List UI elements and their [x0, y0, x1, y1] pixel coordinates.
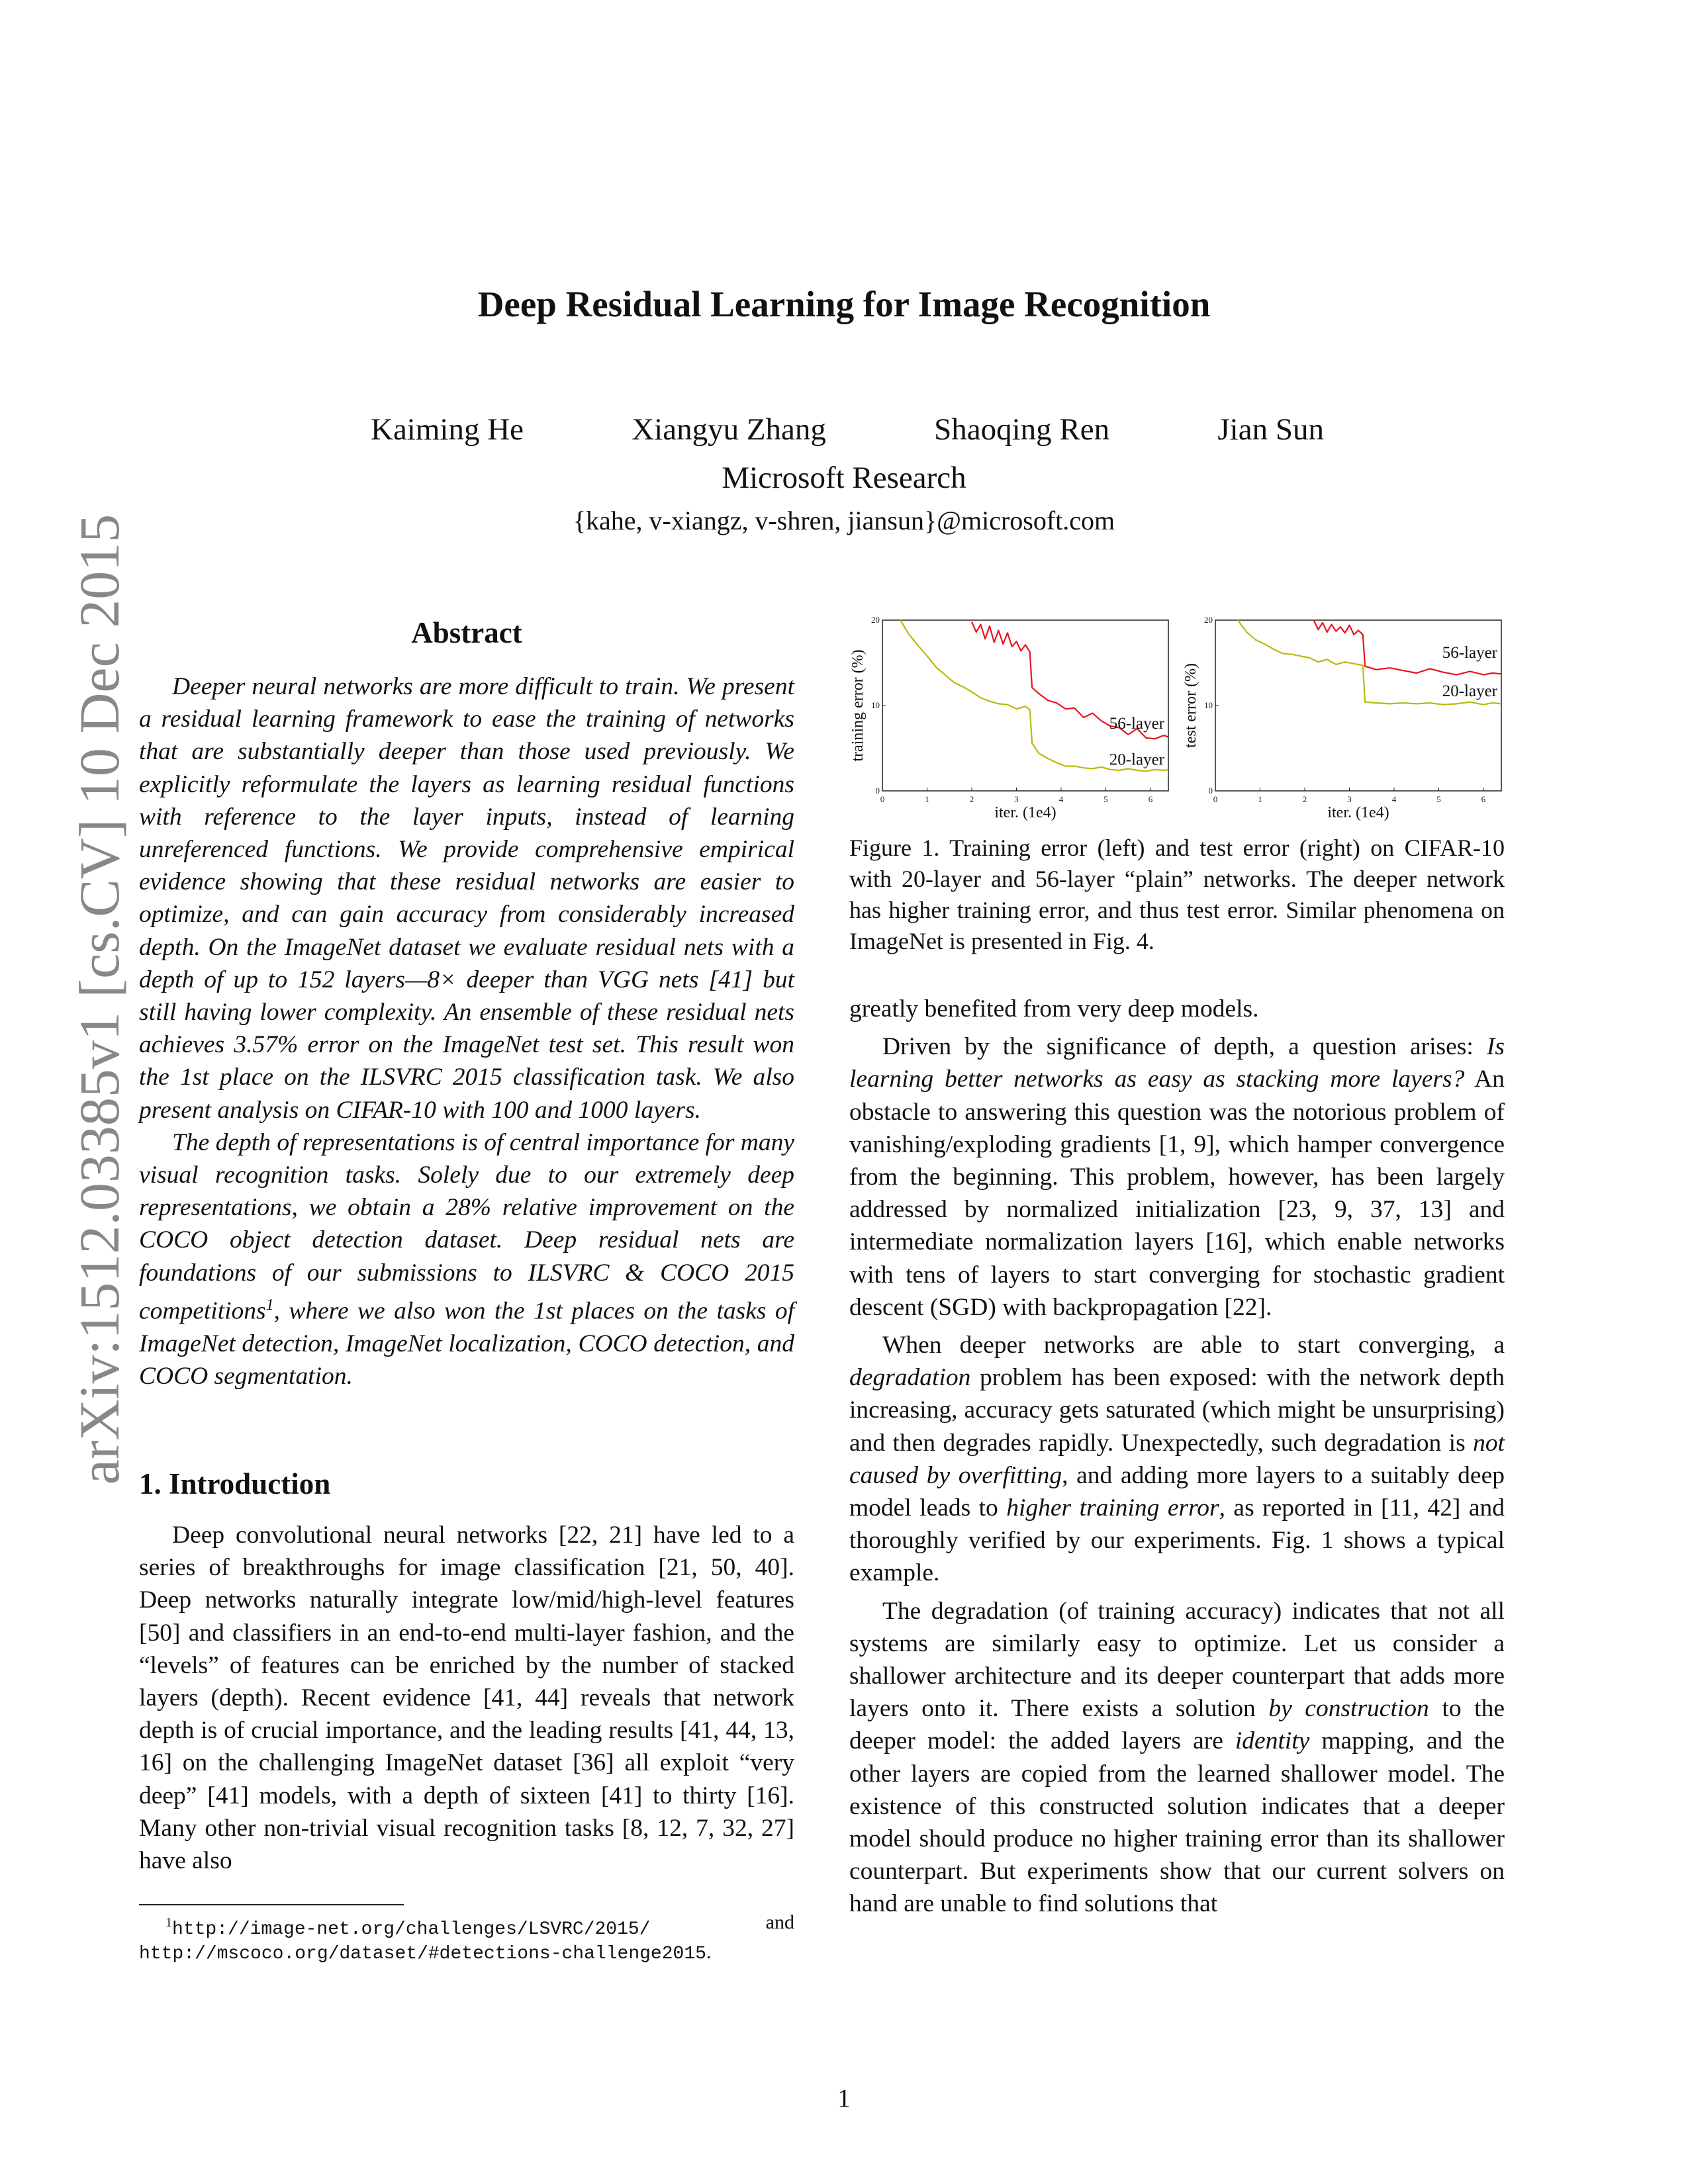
author-list [371, 412, 1324, 447]
text-span: Driven by the significance of depth, a question arises: [882, 1033, 1487, 1061]
author-name: Shaoqing Ren [934, 412, 1110, 447]
footnote-link-imagenet[interactable]: http://image-net.org/challenges/LSVRC/2015/ [172, 1919, 651, 1940]
footnote-link-coco[interactable]: http://mscoco.org/dataset/#detections-challenge2015 [139, 1944, 706, 1964]
right-paragraph-1 [849, 1030, 1505, 1324]
y-tick-label: 0 [1208, 786, 1213, 796]
abstract-paragraph-1: Deeper neural networks are more difficult to train. We present a residual learning framework to ease the training of networks that are substantially deeper than those used previously. We explicitly reformulate the layers as learning residual functions with reference to the layer inputs, instead of learning unreferenced functions. We provide comprehensive empirical evidence showing that these residual networks are easier to optimize, and can gain accuracy from considerably increased depth. On the ImageNet dataset we evaluate residual nets with a depth of up to 152 layers—8× deeper than VGG nets [41] but still having lower complexity. An ensemble of these residual nets achieves 3.57% error on the ImageNet test set. This result won the 1st place on the ILSVRC 2015 classification task. We also present analysis on CIFAR-10 with 100 and 1000 layers. [139, 673, 794, 1124]
text-span: When deeper networks are able to start converging, a [882, 1332, 1505, 1359]
text-span: to the deeper model: the added layers are [849, 1695, 1505, 1755]
y-tick-label: 20 [1204, 615, 1213, 625]
author-emails: {kahe, v-xiangz, v-shren, jiansun}@microsoft.com [573, 506, 1115, 535]
emphasis-span: higher training error [1006, 1494, 1219, 1522]
text-span: , and adding more layers to a suitably deep model leads to [849, 1461, 1505, 1522]
footnote-rule [139, 1904, 404, 1905]
abstract-p2-text: The depth of representations is of central importance for many visual recognition tasks. Solely due to our extremely deep representations, we obtain a 28% relative improvement on the COCO object detection dataset. Deep residual nets are foundations of our submissions to ILSVRC & COCO 2015 competitions [139, 1128, 794, 1325]
y-tick-label: 0 [875, 786, 880, 796]
y-tick-label: 20 [871, 615, 880, 625]
footnote-mark: 1 [165, 1915, 172, 1930]
introduction-body [139, 1519, 794, 1877]
x-tick-label: 5 [1436, 794, 1441, 804]
section-heading-introduction: 1. Introduction [139, 1467, 331, 1500]
x-tick-label: 6 [1481, 794, 1486, 804]
emphasis-span: not caused by overfitting [849, 1429, 1505, 1489]
series-line-20-layer [900, 620, 1168, 771]
x-axis-label: iter. (1e4) [994, 804, 1056, 821]
x-axis-label: iter. (1e4) [1327, 804, 1389, 821]
abstract-paragraph-2 [139, 1126, 794, 1392]
author-name: Kaiming He [371, 412, 524, 447]
x-tick-label: 1 [1258, 794, 1262, 804]
series-label: 20-layer [1109, 751, 1164, 769]
emphasis-span: Is learning better networks as easy as stacking more layers? [849, 1033, 1505, 1093]
author-name: Xiangyu Zhang [632, 412, 826, 447]
right-paragraph-0: greatly benefited from very deep models. [849, 995, 1259, 1023]
x-tick-label: 0 [1213, 794, 1218, 804]
abstract-heading: Abstract [411, 616, 522, 649]
footnote [139, 1911, 794, 1966]
text-span: mapping, and the other layers are copied from the learned shallower model. The existence of this constructed solution indicates that a deeper model should produce no higher training error than its shallower counterpart. But experiments show that our current solvers on hand are unable to find solutions that [849, 1727, 1505, 1918]
x-tick-label: 2 [1302, 794, 1307, 804]
series-label: 56-layer [1109, 715, 1164, 733]
y-axis-label: training error (%) [849, 649, 867, 762]
footnote-end: . [706, 1941, 712, 1963]
affiliation: Microsoft Research [722, 461, 966, 495]
figure-1-caption: Figure 1. Training error (left) and test error (right) on CIFAR-10 with 20-layer and 56-layer “plain” networks. The deeper network has higher training error, and thus test error. Similar phenomena on ImageNet is presented in Fig. 4. [849, 835, 1505, 954]
x-tick-label: 5 [1103, 794, 1108, 804]
abstract-p2-text-cont: , where we also won the 1st places on the tasks of ImageNet detection, ImageNet localization, COCO detection, and COCO segmentation. [139, 1297, 794, 1390]
text-span: An obstacle to answering this question was the notorious problem of vanishing/exploding gradients [1, 9], which hamper convergence from the beginning. This problem, however, has been largely addressed by normalized initialization [23, 9, 37, 13] and intermediate normalization layers [16], which enable networks with tens of layers to start converging for stochastic gradient descent (SGD) with backpropagation [22]. [849, 1066, 1505, 1321]
right-column-body [849, 993, 1505, 1926]
emphasis-span: identity [1235, 1727, 1310, 1755]
x-tick-label: 3 [1014, 794, 1019, 804]
intro-paragraph-1: Deep convolutional neural networks [22, 21] have led to a series of breakthroughs for image classification [21, 50, 40]. Deep networks naturally integrate low/mid/high-level features [50] and classifiers in an end-to-end multi-layer fashion, and the “levels” of features can be enriched by the number of stacked layers (depth). Recent evidence [41, 44] reveals that network depth is of crucial importance, and the leading results [41, 44, 13, 16] on the challenging ImageNet dataset [36] all exploit “very deep” [41] models, with a depth of sixteen [41] to thirty [16]. Many other non-trivial visual recognition tasks [8, 12, 7, 32, 27] have also [139, 1522, 794, 1875]
series-label: 56-layer [1442, 644, 1497, 662]
author-name: Jian Sun [1217, 412, 1324, 447]
series-label: 20-layer [1442, 682, 1497, 701]
x-tick-label: 3 [1347, 794, 1352, 804]
abstract-body [139, 670, 794, 1392]
paper-title: Deep Residual Learning for Image Recognition [477, 284, 1211, 324]
arxiv-stamp: arXiv:1512.03385v1 [cs.CV] 10 Dec 2015 [68, 514, 131, 1485]
right-paragraph-3 [849, 1595, 1505, 1921]
x-tick-label: 1 [925, 794, 929, 804]
y-axis-label: test error (%) [1182, 663, 1199, 748]
x-tick-label: 6 [1148, 794, 1153, 804]
page-number: 1 [837, 2084, 851, 2113]
figure-1-charts [849, 612, 1505, 821]
y-tick-label: 10 [871, 700, 880, 710]
right-paragraph-2 [849, 1329, 1505, 1590]
footnote-joiner: and [765, 1911, 794, 1933]
x-tick-label: 4 [1058, 794, 1064, 804]
figure-1 [849, 612, 1505, 821]
y-tick-label: 10 [1204, 700, 1213, 710]
x-tick-label: 0 [880, 794, 885, 804]
text-span: , as reported in [11, 42] and thoroughly verified by our experiments. Fig. 1 shows a typical example. [849, 1494, 1505, 1587]
footnote-marker: 1 [265, 1296, 274, 1314]
emphasis-span: degradation [849, 1364, 971, 1392]
emphasis-span: by construction [1268, 1695, 1429, 1723]
text-span: The degradation (of training accuracy) indicates that not all systems are similarly easy to optimize. Let us consider a shallower architecture and its deeper counterpart that adds more layers onto it. There exists a solution [849, 1597, 1505, 1723]
x-tick-label: 4 [1391, 794, 1397, 804]
x-tick-label: 2 [969, 794, 974, 804]
text-span: problem has been exposed: with the network depth increasing, accuracy gets saturated (which might be unsurprising) and then degrades rapidly. Unexpectedly, such degradation is [849, 1364, 1505, 1457]
